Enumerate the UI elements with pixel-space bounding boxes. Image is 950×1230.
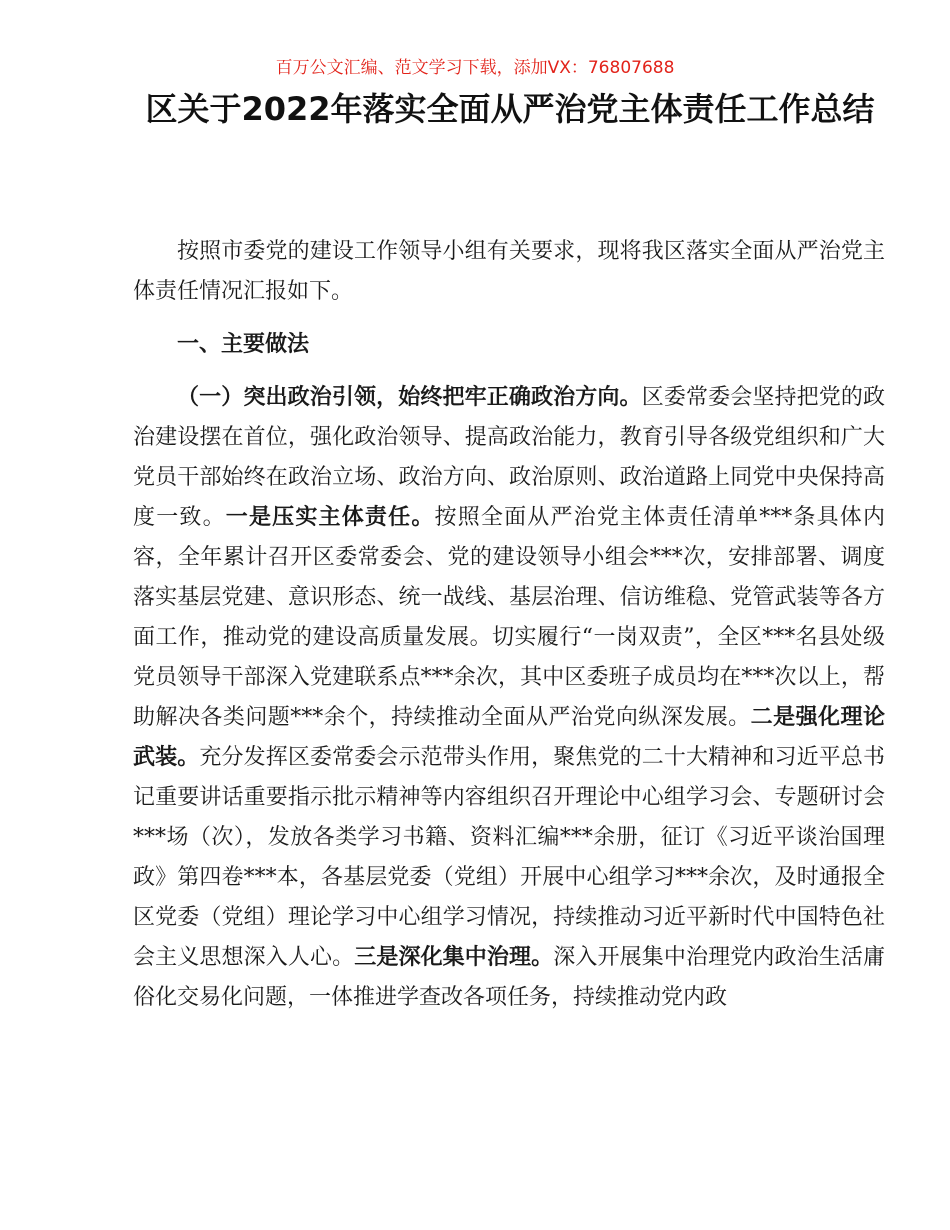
subsection-lead: （一）突出政治引领，始终把牢正确政治方向。 xyxy=(177,385,642,410)
paragraph-text: 深入开展集中治理党内政治生活庸俗化交易化问题，一体推进学查改各项任务，持续推动党内政 xyxy=(133,945,885,1010)
point-heading-2: 二是强化理论武装。 xyxy=(133,705,885,770)
point-heading-3: 三是深化集中治理。 xyxy=(354,945,554,970)
section-heading: 一、主要做法 xyxy=(177,332,310,357)
point-heading-1: 一是压实主体责任。 xyxy=(225,505,435,530)
paragraph-text: 区委常委会坚持把党的政治建设摆在首位，强化政治领导、提高政治能力，教育引导各级党组织和广大党员干部始终在政治立场、政治方向、政治原则、政治道路上同党中央保持高度一致。 xyxy=(133,385,885,530)
document-title: 区关于2022年落实全面从严治党主体责任工作总结 xyxy=(145,90,875,128)
promo-banner: 百万公文汇编、范文学习下载，添加VX：76807688 xyxy=(275,58,675,78)
intro-paragraph: 按照市委党的建设工作领导小组有关要求，现将我区落实全面从严治党主体责任情况汇报如下。 xyxy=(133,239,885,304)
section-paragraph xyxy=(133,378,885,1018)
document-body xyxy=(133,232,885,1018)
paragraph-text: 充分发挥区委常委会示范带头作用，聚焦党的二十大精神和习近平总书记重要讲话重要指示批示精神等内容组织召开理论中心组学习会、专题研讨会***场（次），发放各类学习书籍、资料汇编***余册，征订《习近平谈治国理政》第四卷***本，各基层党委（党组）开展中心组学习***余次，及时通报全区党委（党组）理论学习中心组学习情况，持续推动习近平新时代中国特色社会主义思想深入人心。 xyxy=(133,745,885,970)
paragraph-text: 按照全面从严治党主体责任清单***条具体内容，全年累计召开区委常委会、党的建设领导小组会***次，安排部署、调度落实基层党建、意识形态、统一战线、基层治理、信访维稳、党管武装等各方面工作，推动党的建设高质量发展。切实履行“一岗双责”，全区***名县处级党员领导干部深入党建联系点***余次，其中区委班子成员均在***次以上，帮助解决各类问题***余个，持续推动全面从严治党向纵深发展。 xyxy=(133,505,885,730)
